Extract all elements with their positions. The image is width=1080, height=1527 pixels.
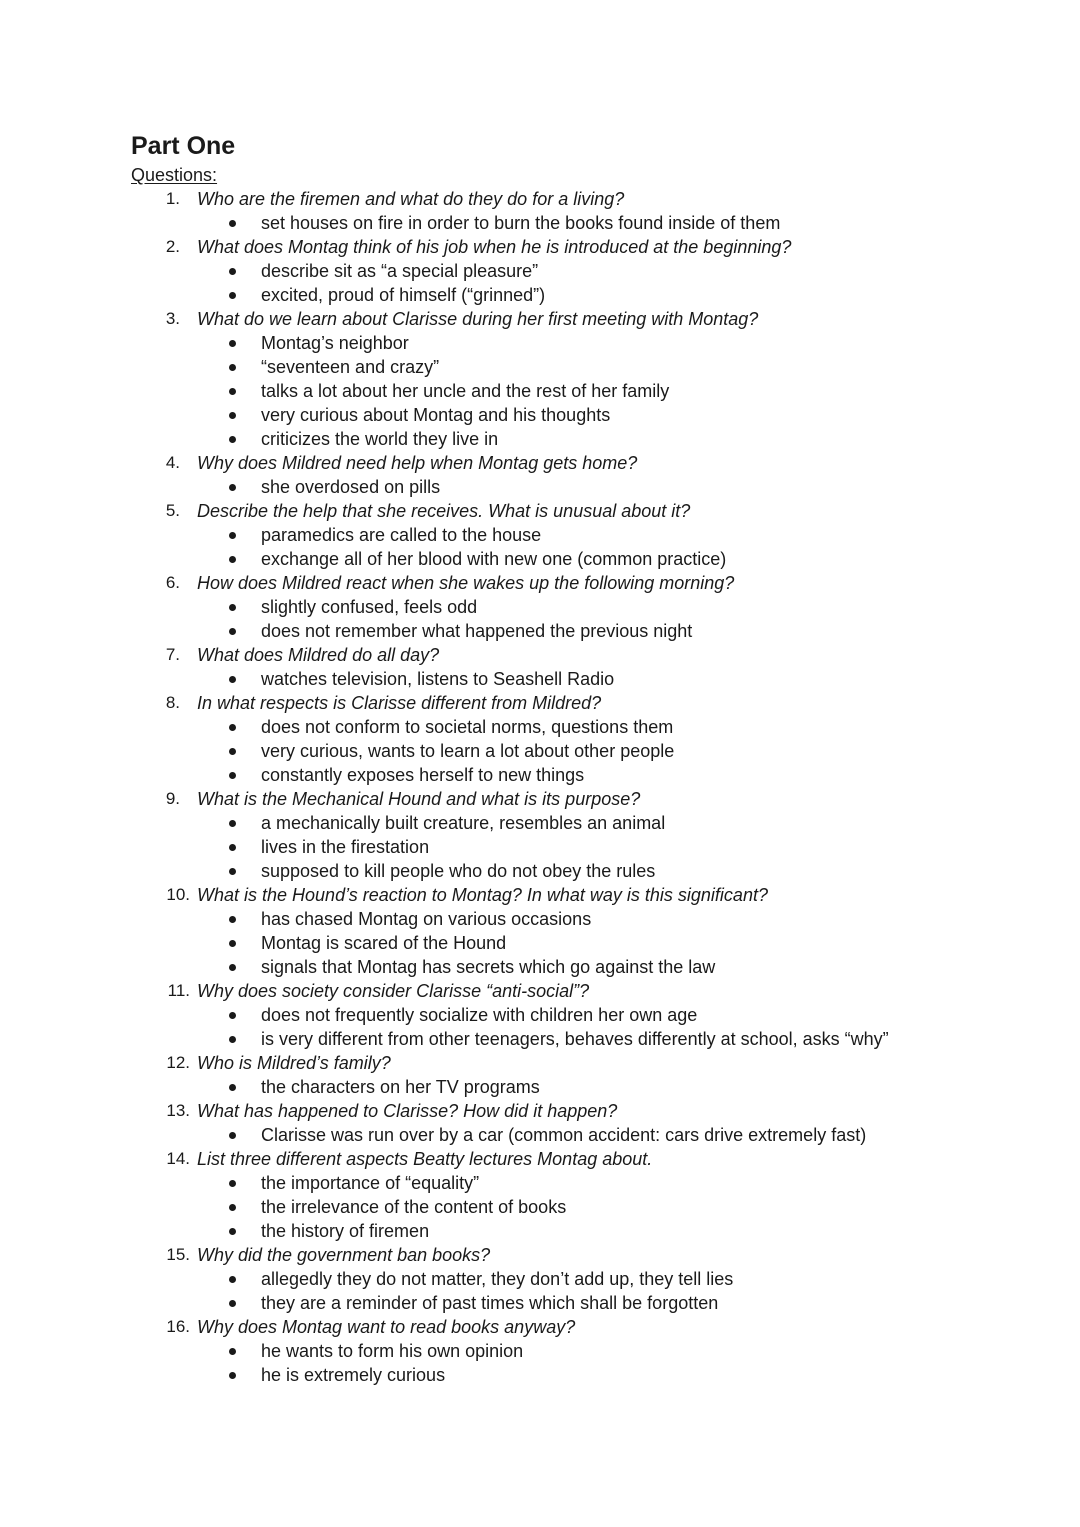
bullet-icon — [229, 868, 236, 875]
answer-list — [0, 1267, 1080, 1315]
question-number: 7. — [165, 645, 180, 664]
answer-item — [0, 379, 1080, 403]
question-number: 9. — [165, 789, 180, 808]
question-text: Who are the firemen and what do they do for a living? — [197, 189, 625, 209]
bullet-icon — [229, 340, 236, 347]
question-text: Why does Mildred need help when Montag gets home? — [197, 453, 638, 473]
answer-list — [0, 1171, 1080, 1243]
answer-item — [0, 427, 1080, 451]
answer-list — [0, 1339, 1080, 1387]
answer-list — [0, 715, 1080, 787]
question-number: 3. — [165, 309, 180, 328]
question-number: 8. — [165, 693, 180, 712]
answer-text: “seventeen and crazy” — [261, 357, 440, 377]
question-number: 12. — [166, 1053, 190, 1072]
answer-text: the irrelevance of the content of books — [261, 1197, 567, 1217]
bullet-icon — [229, 1012, 236, 1019]
question-item — [0, 571, 1080, 643]
bullet-icon — [229, 1180, 236, 1187]
question-number: 5. — [165, 501, 180, 520]
answer-list — [0, 595, 1080, 643]
answer-text: they are a reminder of past times which shall be forgotten — [261, 1293, 719, 1313]
answer-item — [0, 283, 1080, 307]
question-text: In what respects is Clarisse different from Mildred? — [197, 693, 602, 713]
question-row — [0, 571, 1080, 595]
answer-text: excited, proud of himself (“grinned”) — [261, 285, 546, 305]
bullet-icon — [229, 1276, 236, 1283]
answer-item — [0, 1363, 1080, 1387]
answer-list — [0, 811, 1080, 883]
answer-list — [0, 1123, 1080, 1147]
bullet-icon — [229, 772, 236, 779]
answer-text: very curious, wants to learn a lot about other people — [261, 741, 675, 761]
answer-item — [0, 1291, 1080, 1315]
answer-text: watches television, listens to Seashell Radio — [261, 669, 615, 689]
answer-item — [0, 1003, 1080, 1027]
answer-text: he wants to form his own opinion — [261, 1341, 524, 1361]
answer-list — [0, 907, 1080, 979]
answer-list — [0, 523, 1080, 571]
question-item — [0, 451, 1080, 499]
answer-text: set houses on fire in order to burn the books found inside of them — [261, 213, 781, 233]
answer-item — [0, 907, 1080, 931]
question-row — [0, 451, 1080, 475]
answer-text: constantly exposes herself to new things — [261, 765, 585, 785]
answer-item — [0, 403, 1080, 427]
answer-item — [0, 835, 1080, 859]
answer-list — [0, 1003, 1080, 1051]
answer-item — [0, 667, 1080, 691]
bullet-icon — [229, 964, 236, 971]
bullet-icon — [229, 364, 236, 371]
answer-item — [0, 763, 1080, 787]
answer-text: the characters on her TV programs — [261, 1077, 540, 1097]
question-text: List three different aspects Beatty lectures Montag about. — [197, 1149, 653, 1169]
question-number: 10. — [166, 885, 190, 904]
question-row — [0, 307, 1080, 331]
answer-item — [0, 715, 1080, 739]
question-row — [0, 643, 1080, 667]
question-row — [0, 691, 1080, 715]
question-row — [0, 787, 1080, 811]
answer-text: does not remember what happened the previous night — [261, 621, 693, 641]
answer-item — [0, 811, 1080, 835]
question-row — [0, 499, 1080, 523]
answer-text: Montag’s neighbor — [261, 333, 409, 353]
answer-item — [0, 739, 1080, 763]
answer-item — [0, 475, 1080, 499]
answer-item — [0, 331, 1080, 355]
bullet-icon — [229, 1300, 236, 1307]
question-text: Who is Mildred’s family? — [197, 1053, 391, 1073]
bullet-icon — [229, 484, 236, 491]
answer-item — [0, 547, 1080, 571]
answer-text: he is extremely curious — [261, 1365, 446, 1385]
question-row — [0, 979, 1080, 1003]
question-item — [0, 1243, 1080, 1315]
answer-list — [0, 211, 1080, 235]
answer-text: supposed to kill people who do not obey the rules — [261, 861, 656, 881]
question-text: Describe the help that she receives. What is unusual about it? — [197, 501, 691, 521]
answer-text: Clarisse was run over by a car (common accident: cars drive extremely fast) — [261, 1125, 867, 1145]
page-title: Part One — [131, 132, 236, 160]
answer-item — [0, 1219, 1080, 1243]
answer-text: talks a lot about her uncle and the rest of her family — [261, 381, 670, 401]
question-item — [0, 1147, 1080, 1243]
question-number: 6. — [165, 573, 180, 592]
answer-text: is very different from other teenagers, behaves differently at school, asks “why” — [261, 1029, 889, 1049]
bullet-icon — [229, 532, 236, 539]
bullet-icon — [229, 748, 236, 755]
answer-item — [0, 259, 1080, 283]
question-text: What do we learn about Clarisse during her first meeting with Montag? — [197, 309, 759, 329]
answer-item — [0, 595, 1080, 619]
question-row — [0, 235, 1080, 259]
answer-text: a mechanically built creature, resembles an animal — [261, 813, 666, 833]
question-number: 14. — [166, 1149, 190, 1168]
bullet-icon — [229, 820, 236, 827]
answer-item — [0, 1123, 1080, 1147]
bullet-icon — [229, 676, 236, 683]
bullet-icon — [229, 412, 236, 419]
bullet-icon — [229, 220, 236, 227]
answer-item — [0, 1195, 1080, 1219]
question-item — [0, 1315, 1080, 1387]
answer-list — [0, 667, 1080, 691]
answer-text: very curious about Montag and his thoughts — [261, 405, 611, 425]
question-text: Why does society consider Clarisse “anti-social”? — [197, 981, 590, 1001]
section-label: Questions: — [131, 165, 218, 185]
question-row — [0, 1243, 1080, 1267]
question-row — [0, 1147, 1080, 1171]
answer-list — [0, 259, 1080, 307]
answer-item — [0, 1075, 1080, 1099]
question-number: 15. — [166, 1245, 190, 1264]
bullet-icon — [229, 724, 236, 731]
question-text: Why does Montag want to read books anyway? — [197, 1317, 576, 1337]
bullet-icon — [229, 940, 236, 947]
question-item — [0, 1099, 1080, 1147]
question-row — [0, 187, 1080, 211]
question-item — [0, 787, 1080, 883]
answer-item — [0, 859, 1080, 883]
answer-item — [0, 1267, 1080, 1291]
question-item — [0, 1051, 1080, 1099]
question-item — [0, 691, 1080, 787]
bullet-icon — [229, 268, 236, 275]
answer-text: describe sit as “a special pleasure” — [261, 261, 539, 281]
bullet-icon — [229, 1372, 236, 1379]
answer-text: exchange all of her blood with new one (common practice) — [261, 549, 727, 569]
answer-text: slightly confused, feels odd — [261, 597, 478, 617]
answer-text: does not frequently socialize with children her own age — [261, 1005, 698, 1025]
question-number: 11. — [167, 981, 190, 1000]
question-number: 2. — [165, 237, 180, 256]
question-text: Why did the government ban books? — [197, 1245, 491, 1265]
question-item — [0, 307, 1080, 451]
answer-text: criticizes the world they live in — [261, 429, 499, 449]
bullet-icon — [229, 1036, 236, 1043]
bullet-icon — [229, 1228, 236, 1235]
answer-text: does not conform to societal norms, questions them — [261, 717, 674, 737]
question-number: 4. — [165, 453, 180, 472]
answer-text: she overdosed on pills — [261, 477, 441, 497]
answer-text: paramedics are called to the house — [261, 525, 542, 545]
bullet-icon — [229, 604, 236, 611]
answer-item — [0, 931, 1080, 955]
answer-text: lives in the firestation — [261, 837, 430, 857]
answer-list — [0, 331, 1080, 451]
bullet-icon — [229, 628, 236, 635]
question-number: 16. — [166, 1317, 190, 1336]
answer-item — [0, 1339, 1080, 1363]
question-text: What does Mildred do all day? — [197, 645, 440, 665]
question-number: 1. — [165, 189, 180, 208]
question-text: What has happened to Clarisse? How did it happen? — [197, 1101, 618, 1121]
bullet-icon — [229, 388, 236, 395]
question-text: How does Mildred react when she wakes up the following morning? — [197, 573, 735, 593]
answer-item — [0, 1171, 1080, 1195]
answer-item — [0, 523, 1080, 547]
answer-text: signals that Montag has secrets which go against the law — [261, 957, 716, 977]
question-text: What is the Mechanical Hound and what is its purpose? — [197, 789, 641, 809]
question-item — [0, 979, 1080, 1051]
bullet-icon — [229, 916, 236, 923]
answer-text: Montag is scared of the Hound — [261, 933, 507, 953]
bullet-icon — [229, 1084, 236, 1091]
bullet-icon — [229, 1348, 236, 1355]
answer-item — [0, 1027, 1080, 1051]
question-item — [0, 499, 1080, 571]
question-text: What is the Hound’s reaction to Montag? In what way is this significant? — [197, 885, 768, 905]
bullet-icon — [229, 292, 236, 299]
answer-item — [0, 955, 1080, 979]
question-list — [0, 187, 1080, 1387]
answer-text: has chased Montag on various occasions — [261, 909, 592, 929]
answer-item — [0, 355, 1080, 379]
question-item — [0, 643, 1080, 691]
answer-item — [0, 211, 1080, 235]
question-item — [0, 187, 1080, 235]
bullet-icon — [229, 556, 236, 563]
question-item — [0, 883, 1080, 979]
question-row — [0, 1051, 1080, 1075]
answer-text: allegedly they do not matter, they don’t add up, they tell lies — [261, 1269, 734, 1289]
bullet-icon — [229, 436, 236, 443]
answer-item — [0, 619, 1080, 643]
question-item — [0, 235, 1080, 307]
answer-text: the history of firemen — [261, 1221, 430, 1241]
bullet-icon — [229, 1204, 236, 1211]
question-row — [0, 883, 1080, 907]
answer-list — [0, 475, 1080, 499]
question-text: What does Montag think of his job when he is introduced at the beginning? — [197, 237, 792, 257]
question-number: 13. — [166, 1101, 190, 1120]
question-row — [0, 1099, 1080, 1123]
bullet-icon — [229, 844, 236, 851]
bullet-icon — [229, 1132, 236, 1139]
answer-text: the importance of “equality” — [261, 1173, 480, 1193]
answer-list — [0, 1075, 1080, 1099]
question-row — [0, 1315, 1080, 1339]
